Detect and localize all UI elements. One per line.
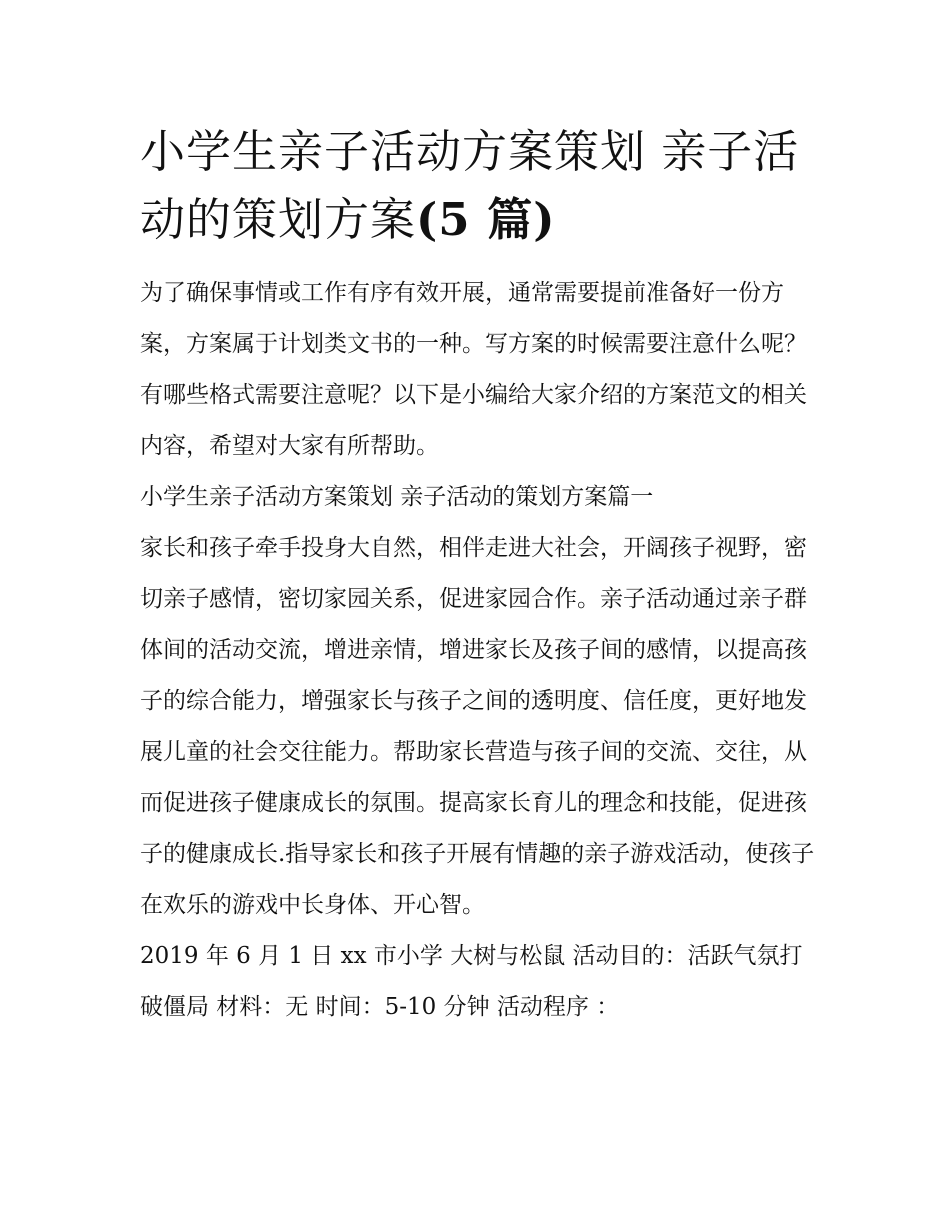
title-main: 小学生亲子活动方案策划 亲子活动的策划方案 <box>140 125 800 246</box>
document-page <box>140 118 815 1033</box>
body-paragraph: 家长和孩子牵手投身大自然，相伴走进大社会，开阔孩子视野，密切亲子感情，密切家园关系，促进家园合作。亲子活动通过亲子群体间的活动交流，增进亲情，增进家长及孩子间的感情，以提高孩子的综合能力，增强家长与孩子之间的透明度、信任度，更好地发展儿童的社会交往能力。帮助家长营造与孩子间的交流、交往，从而促进孩子健康成长的氛围。提高家长育儿的理念和技能，促进孩子的健康成长.指导家长和孩子开展有情趣的亲子游戏活动，使孩子在欢乐的游戏中长身体、开心智。 <box>140 535 815 918</box>
title-count: (5 篇) <box>416 193 556 246</box>
intro-paragraph: 为了确保事情或工作有序有效开展，通常需要提前准备好一份方案，方案属于计划类文书的一种。写方案的时候需要注意什么呢？有哪些格式需要注意呢？以下是小编给大家介绍的方案范文的相关内容，希望对大家有所帮助。 <box>140 280 807 459</box>
section-heading: 小学生亲子活动方案策划 亲子活动的策划方案篇一 <box>140 484 654 510</box>
document-title <box>140 118 815 254</box>
activity-paragraph: 2019 年 6 月 1 日 xx 市小学 大树与松鼠 活动目的：活跃气氛打破僵局 材料：无 时间：5-10 分钟 活动程序 ： <box>140 943 803 1020</box>
